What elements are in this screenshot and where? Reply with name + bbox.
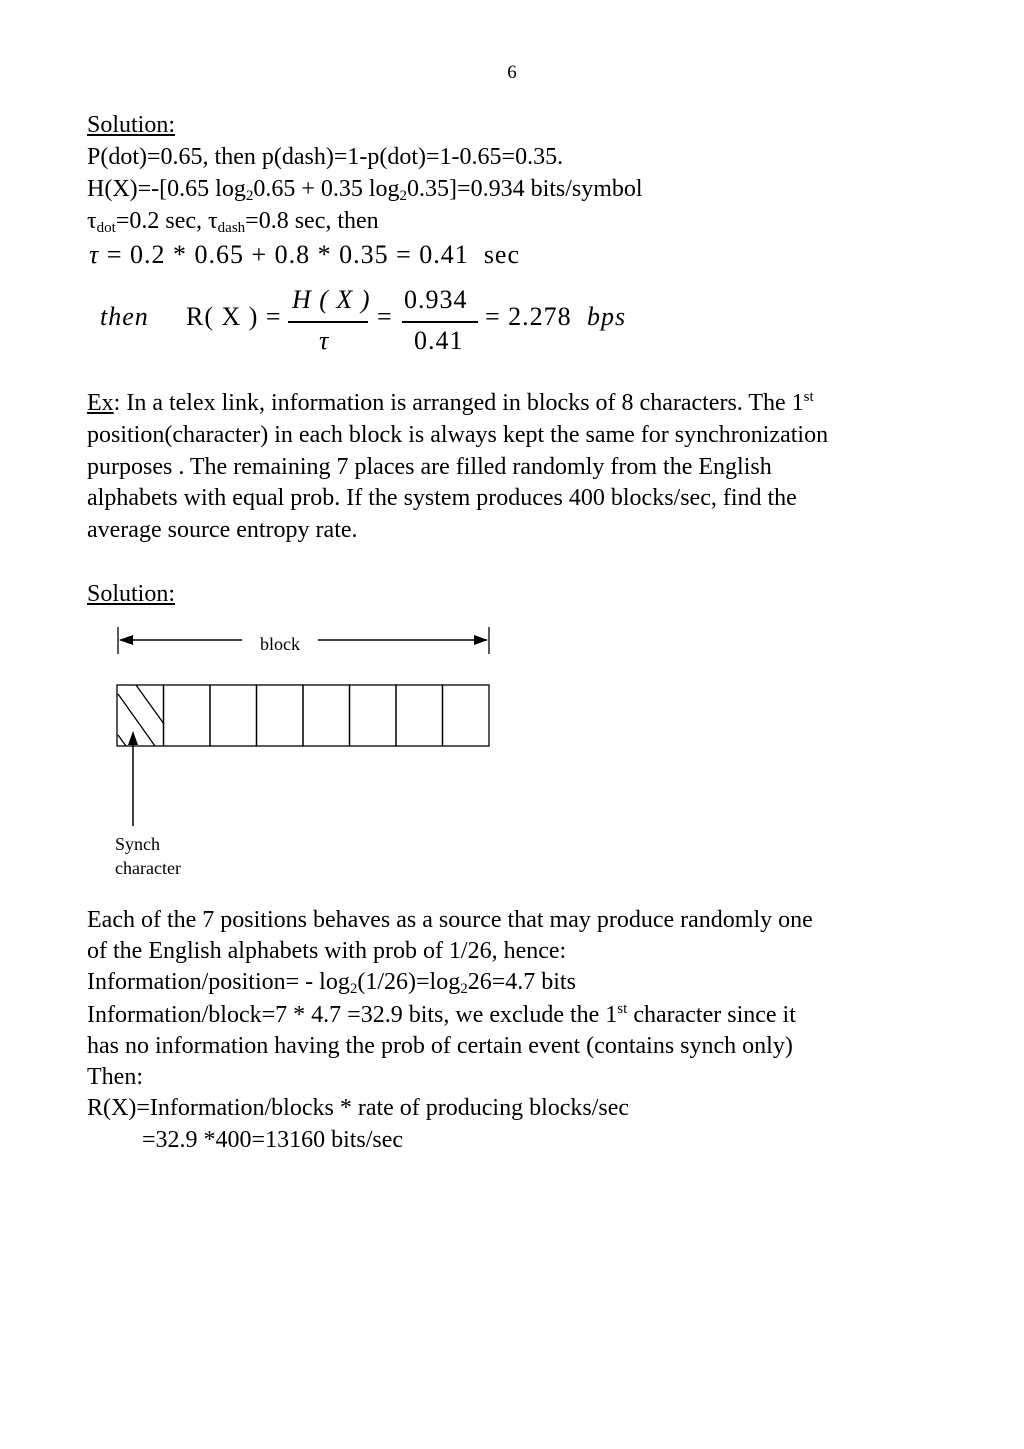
tau-values-line: $\tau_{dot}=0.2$ sec, $\tau_{dash}=0.8$ sec, then [87,208,379,236]
explanation-line-1: Each of the 7 positions behaves as a source that may produce randomly one [87,907,813,933]
block-label: block [260,634,300,654]
equals-sign: = [377,302,393,331]
then-line: Then: [87,1064,143,1090]
block-cell [443,685,490,746]
hatch-line [118,694,155,746]
example-line-1: Ex: In a telex link, information is arranged in blocks of 8 characters. The 1st [87,389,814,416]
example-line-4: alphabets with equal prob. If the system produces 400 blocks/sec, find the [87,485,797,511]
block-cell [396,685,443,746]
info-block-line: Information/block=7 * 4.7 =32.9 bits, we exclude the 1st character since it [87,1001,796,1028]
synch-arrowhead [128,731,138,745]
hatch-line [136,685,164,724]
arrowhead-right [474,635,488,645]
page-number: 6 [507,62,517,83]
block-cells [117,685,489,746]
hatch-line [118,735,126,746]
fraction-numerator-hx: H ( X ) [292,285,371,314]
rx-result-line: =32.9 *400=13160 bits/sec [142,1127,404,1153]
synch-label-1: Synch [115,834,160,854]
block-cell [117,685,164,746]
rx-lhs: R( X ) = [186,302,282,331]
block-cell [210,685,257,746]
example-line-2: position(character) in each block is always kept the same for synchronization [87,422,829,448]
block-cell [164,685,211,746]
then-label: then [100,302,149,331]
explanation-line-2: of the English alphabets with prob of 1/26, hence: [87,938,567,964]
prob-dot-line: P(dot)=0.65, then p(dash)=1-p(dot)=1-0.65=0.35. [87,144,564,170]
info-position-line: Information/position= - $\log_2(1/26)=\log_226=4.7$ bits [87,969,576,997]
block-cell [303,685,350,746]
solution-heading-2: Solution: [87,581,176,607]
arrowhead-left [119,635,133,645]
solution-heading-1: Solution: [87,112,176,138]
rx-result: = 2.278 [485,302,572,331]
example-line-5: average source entropy rate. [87,517,358,543]
fraction-denominator-tau: τ [319,326,330,355]
synch-label-2: character [115,858,181,878]
fraction-denominator-value: 0.41 [414,326,464,355]
explanation-line-5: has no information having the prob of certain event (contains synch only) [87,1033,793,1059]
fraction-numerator-value: 0.934 [404,285,468,314]
block-cell [257,685,304,746]
tau-equation: τ = 0.2 * 0.65 + 0.8 * 0.35 = 0.41 sec [89,240,521,269]
rx-unit: bps [587,302,627,331]
example-line-3: purposes . The remaining 7 places are filled randomly from the English [87,454,772,480]
rx-formula-line: R(X)=Information/blocks * rate of producing blocks/sec [87,1095,630,1121]
entropy-line: H(X)=-[0.65 $\log_20.65 + 0.35$ $\log_20.35]=0.934$ bits/symbol [87,176,643,204]
block-cell [350,685,397,746]
